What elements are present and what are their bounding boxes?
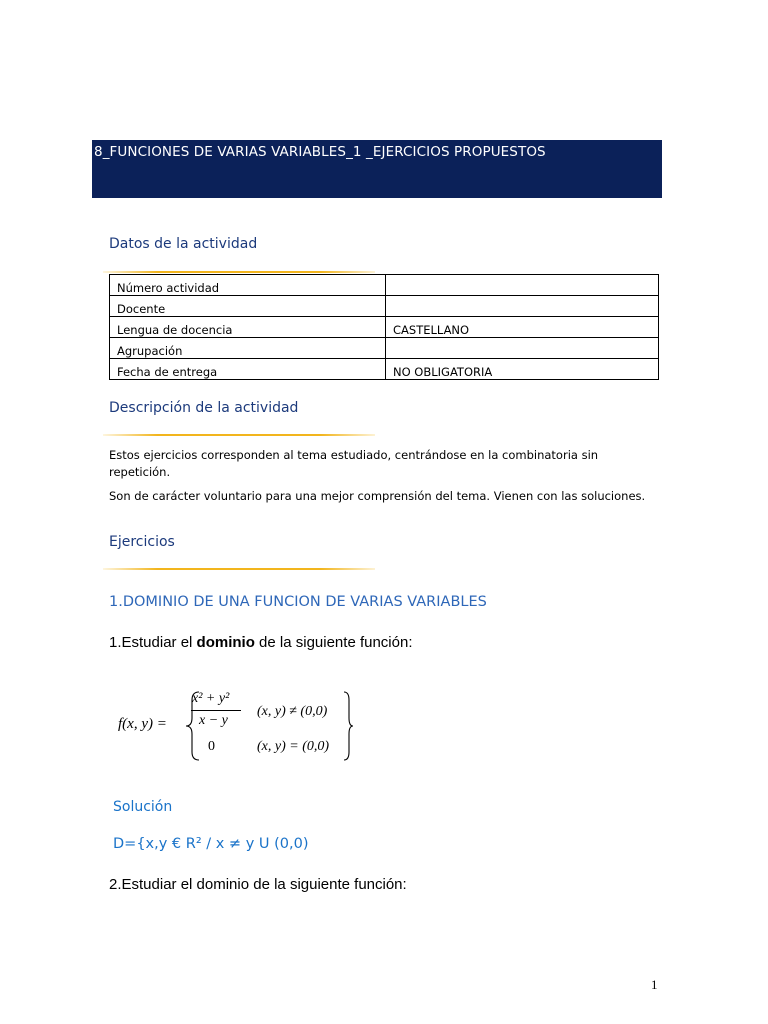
activity-info-table (109, 274, 659, 380)
table-row (110, 359, 659, 380)
row-value (386, 275, 659, 296)
descripcion-underline (103, 434, 375, 436)
exercise-2-statement: 2.Estudiar el dominio de la siguiente función: (109, 876, 407, 893)
table-row (110, 338, 659, 359)
descripcion-line: repetición. (109, 465, 171, 479)
page-number: 1 (651, 977, 658, 992)
exercise-1-statement (109, 634, 413, 651)
formula-value-2: 0 (208, 739, 215, 754)
formula-condition-2: (x, y) = (0,0) (257, 739, 330, 754)
descripcion-line: Son de carácter voluntario para una mejor comprensión del tema. Vienen con las soluciones. (109, 489, 646, 503)
exercise-subtitle: 1.DOMINIO DE UNA FUNCION DE VARIAS VARIABLES (109, 594, 487, 610)
row-label: Lengua de docencia (110, 317, 386, 338)
formula-numerator: x² + y² (192, 691, 230, 706)
row-label: Docente (110, 296, 386, 317)
right-brace-icon (342, 690, 354, 762)
formula-denominator: x − y (199, 713, 228, 728)
exercise-1-prefix: 1.Estudiar el (109, 634, 197, 651)
datos-section-title: Datos de la actividad (109, 236, 258, 252)
exercise-1-keyword: dominio (196, 634, 255, 651)
descripcion-body (109, 447, 669, 505)
descripcion-line: Estos ejercicios corresponden al tema estudiado, centrándose en la combinatoria sin (109, 448, 599, 462)
ejercicios-underline (103, 568, 375, 570)
datos-underline (103, 271, 375, 273)
ejercicios-section-title: Ejercicios (109, 534, 175, 550)
piecewise-function-formula (118, 688, 358, 764)
solution-text: D={x,y € R² / x ≠ y U (0,0) (113, 836, 309, 852)
table-row (110, 296, 659, 317)
row-value: CASTELLANO (386, 317, 659, 338)
document-title: 8_FUNCIONES DE VARIAS VARIABLES_1 _EJERCICIOS PROPUESTOS (94, 144, 546, 160)
descripcion-section-title: Descripción de la actividad (109, 400, 299, 416)
table-row (110, 317, 659, 338)
row-value (386, 296, 659, 317)
exercise-1-suffix: de la siguiente función: (254, 634, 413, 651)
document-title-banner (92, 140, 662, 198)
formula-condition-1: (x, y) ≠ (0,0) (257, 704, 328, 719)
table-row (110, 275, 659, 296)
row-label: Fecha de entrega (110, 359, 386, 380)
row-label: Número actividad (110, 275, 386, 296)
formula-lhs: f(x, y) = (118, 716, 167, 732)
row-label: Agrupación (110, 338, 386, 359)
row-value: NO OBLIGATORIA (386, 359, 659, 380)
fraction-bar (191, 710, 241, 711)
row-value (386, 338, 659, 359)
solution-label: Solución (113, 799, 173, 815)
